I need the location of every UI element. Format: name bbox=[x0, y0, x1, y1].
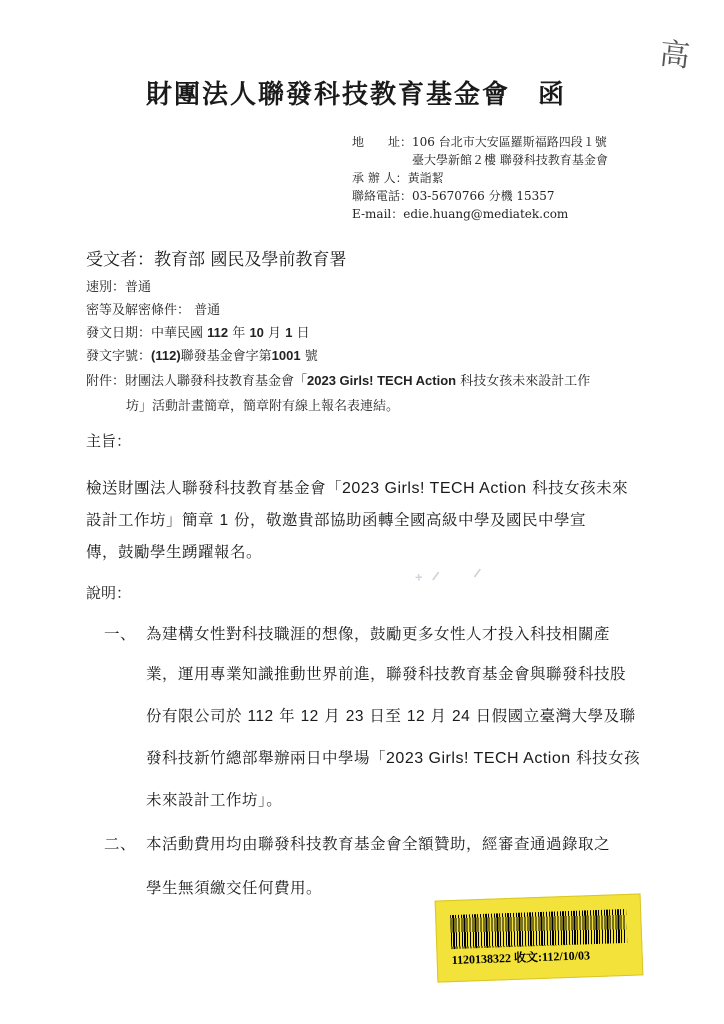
i1l3i: 月 bbox=[430, 707, 447, 725]
item2-line1: 本活動費用均由聯發科技教育基金會全額贊助，經審查通過錄取之 bbox=[146, 835, 611, 853]
attachment-line2: 坊」活動計畫簡章，簡章附有線上報名表連結。 bbox=[126, 399, 400, 414]
faded-stamp: ᐩ ᐟ ᐟ bbox=[413, 563, 484, 597]
issue-date-day: 1 bbox=[285, 325, 293, 340]
subject-line2c: 份，敬邀貴部協助函轉全國高級中學及國民中學宣 bbox=[234, 511, 587, 529]
subject-line1a: 檢送財團法人聯發科技教育基金會「 bbox=[86, 479, 343, 497]
subject-line1c: 科技女孩未來 bbox=[532, 479, 629, 497]
item1-line2: 業，運用專業知識推動世界前進，聯發科技教育基金會與聯發科技股 bbox=[146, 665, 627, 683]
i1l3g: 日至 bbox=[369, 707, 402, 725]
sender-address-line1: 地 址：106 台北市大安區羅斯福路四段１號 bbox=[352, 135, 607, 149]
subject-line2 bbox=[86, 508, 586, 530]
subject-event-name: 2023 Girls! TECH Action bbox=[342, 480, 527, 497]
issue-date-year: 112 bbox=[207, 325, 229, 340]
item2-line2: 學生無須繳交任何費用。 bbox=[146, 879, 323, 897]
speed: 速別：普通 bbox=[86, 280, 152, 295]
issue-date-label: 發文日期：中華民國 bbox=[86, 326, 204, 341]
subject-line3: 傳，鼓勵學生踴躍報名。 bbox=[86, 543, 263, 561]
recipient: 受文者：教育部 國民及學前教育署 bbox=[86, 250, 347, 270]
subject-line2a: 設計工作坊」簡章 bbox=[86, 511, 215, 529]
i1l3k: 日假國立臺灣大學及聯 bbox=[475, 707, 636, 725]
subject-label: 主旨： bbox=[86, 432, 132, 450]
item1-line5: 未來設計工作坊」。 bbox=[146, 791, 283, 809]
issue-date-y: 年 bbox=[232, 326, 246, 341]
attach-event-name: 2023 Girls! TECH Action bbox=[307, 373, 457, 388]
subject-line2b: 1 bbox=[219, 512, 229, 529]
i1l3e: 月 bbox=[324, 707, 341, 725]
barcode-icon bbox=[450, 909, 627, 949]
ref-num: 1001 bbox=[271, 348, 301, 363]
sender-email: E-mail：edie.huang@mediatek.com bbox=[352, 207, 569, 221]
receipt-date: 收文:112/10/03 bbox=[513, 948, 591, 965]
ref-mid: 聯發基金會字第 bbox=[180, 349, 272, 364]
item1-line4 bbox=[146, 746, 640, 768]
reference-number bbox=[86, 345, 318, 364]
attach-1c: 科技女孩未來設計工作 bbox=[460, 374, 591, 389]
i1l3-year: 112 bbox=[247, 708, 274, 725]
document-title: 財團法人聯發科技教育基金會 函 bbox=[146, 80, 567, 110]
receipt-text bbox=[451, 946, 590, 968]
item2-number: 二、 bbox=[104, 835, 137, 853]
i1l4-event-name: 2023 Girls! TECH Action bbox=[386, 750, 571, 767]
explanation-label: 說明： bbox=[86, 584, 132, 602]
i1l3-month2: 12 bbox=[406, 708, 426, 725]
classification: 密等及解密條件： 普通 bbox=[86, 303, 221, 318]
ref-label: 發文字號： bbox=[86, 349, 152, 364]
attach-1a: 附件：財團法人聯發科技教育基金會「 bbox=[86, 374, 308, 389]
sender-address-line2: 臺大學新館２樓 聯發科技教育基金會 bbox=[412, 153, 608, 167]
i1l3a: 份有限公司於 bbox=[146, 707, 243, 725]
i1l3-month1: 12 bbox=[300, 708, 319, 725]
i1l3-day1: 23 bbox=[345, 708, 364, 725]
item1-number: 一、 bbox=[104, 625, 137, 643]
item1-line3 bbox=[146, 704, 636, 726]
subject-line1 bbox=[86, 476, 628, 498]
i1l3c: 年 bbox=[279, 707, 296, 725]
issue-date-d: 日 bbox=[296, 326, 310, 341]
sender-contact: 承 辦 人：黃詣絜 bbox=[352, 171, 444, 185]
ref-suffix: 號 bbox=[304, 349, 318, 364]
i1l4a: 發科技新竹總部舉辦兩日中學場「 bbox=[146, 749, 387, 767]
receipt-barcode-sticker bbox=[435, 893, 644, 982]
item1-line1: 為建構女性對科技職涯的想像，鼓勵更多女性人才投入科技相關產 bbox=[146, 625, 611, 643]
receipt-number: 1120138322 bbox=[451, 950, 512, 968]
issue-date bbox=[86, 322, 310, 341]
issue-date-m: 月 bbox=[268, 326, 282, 341]
handwritten-mark: 高 bbox=[657, 36, 692, 75]
issue-date-month: 10 bbox=[249, 325, 264, 340]
ref-prefix: (112) bbox=[151, 348, 181, 363]
i1l4c: 科技女孩 bbox=[576, 749, 641, 767]
attachment-line1 bbox=[86, 370, 590, 389]
i1l3-day2: 24 bbox=[451, 708, 471, 725]
sender-phone: 聯絡電話：03-5670766 分機 15357 bbox=[352, 189, 555, 203]
